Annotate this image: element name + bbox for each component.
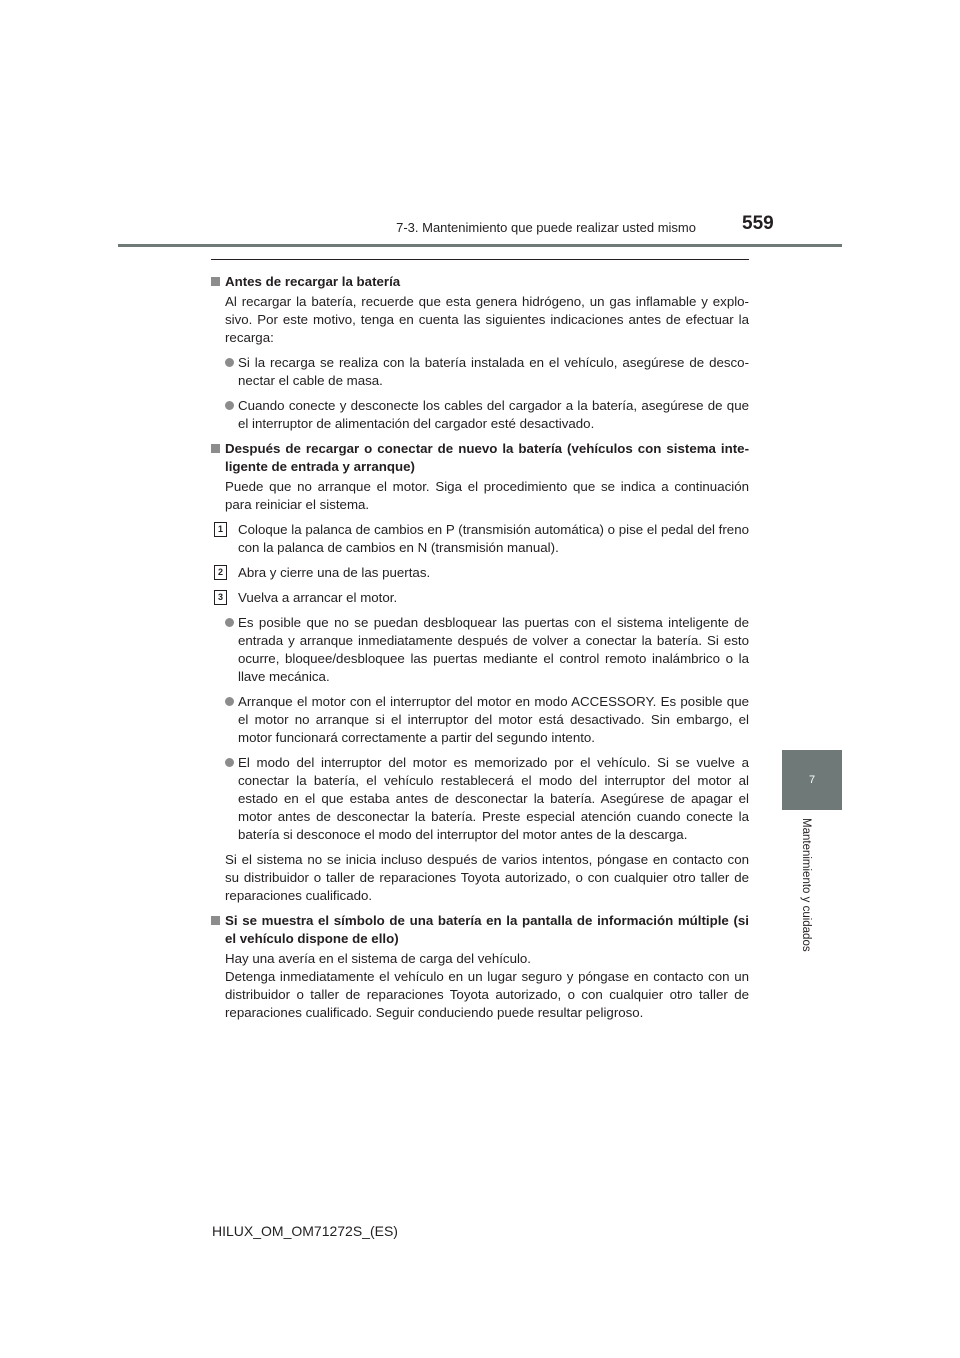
round-bullet-icon — [225, 618, 234, 627]
step-item — [211, 564, 749, 582]
round-bullet-icon — [225, 758, 234, 767]
page-number: 559 — [742, 213, 774, 234]
step-text: Vuelva a arrancar el motor. — [238, 590, 398, 605]
header-section-title: 7-3. Mantenimiento que puede realizar usted mismo — [396, 220, 696, 235]
list-item-text: Cuando conecte y desconecte los cables del cargador a la batería, asegúrese de que el interruptor de alimentación del cargador esté desactivado. — [238, 398, 749, 431]
step-number-badge: 3 — [214, 590, 227, 605]
page-content — [211, 267, 749, 1022]
section-heading — [211, 273, 749, 291]
round-bullet-icon — [225, 697, 234, 706]
square-bullet-icon — [211, 277, 220, 286]
list-item — [211, 614, 749, 686]
list-item — [211, 397, 749, 433]
paragraph: Puede que no arranque el motor. Siga el procedimiento que se indica a continuación para reiniciar el sistema. — [225, 479, 749, 512]
chapter-number: 7 — [808, 774, 816, 786]
chapter-side-label: Mantenimiento y cuidados — [800, 818, 812, 952]
paragraph: Detenga inmediatamente el vehículo en un lugar seguro y póngase en contacto con un distribuidor o taller de reparaciones Toyota autorizado, o con cualquier otro taller de reparaciones cualificado. Seguir conduciendo puede resultar peligroso. — [225, 969, 749, 1020]
step-item — [211, 521, 749, 557]
footer-document-code: HILUX_OM_OM71272S_(ES) — [212, 1223, 398, 1239]
list-item — [211, 354, 749, 390]
section-heading — [211, 440, 749, 476]
paragraph: Si el sistema no se inicia incluso después de varios intentos, póngase en contacto con su distribuidor o taller de reparaciones Toyota autorizado, o con cualquier otro taller de reparaciones cualificado. — [225, 852, 749, 903]
section-heading-text: Antes de recargar la batería — [225, 274, 401, 289]
list-item — [211, 754, 749, 844]
step-text: Coloque la palanca de cambios en P (transmisión automática) o pise el pedal del freno con la palanca de cambios en N (transmisión manual). — [238, 522, 749, 555]
chapter-tab — [782, 750, 842, 810]
list-item-text: Arranque el motor con el interruptor del motor en modo ACCESSORY. Es posible que el motor no arranque si el interruptor del motor está desactivado. Sin embargo, el motor funcionará correctamente a partir del segundo intento. — [238, 694, 749, 745]
paragraph: Al recargar la batería, recuerde que esta genera hidrógeno, un gas inflamable y explo-sivo. Por este motivo, tenga en cuenta las siguientes indicaciones antes de efectuar la recarga: — [225, 294, 749, 345]
list-item — [211, 693, 749, 747]
step-text: Abra y cierre una de las puertas. — [238, 565, 431, 580]
section-heading — [211, 912, 749, 948]
step-item — [211, 589, 749, 607]
round-bullet-icon — [225, 401, 234, 410]
square-bullet-icon — [211, 916, 220, 925]
list-item-text: Si la recarga se realiza con la batería instalada en el vehículo, asegúrese de desco-nectar el cable de masa. — [238, 355, 749, 388]
content-rule — [211, 259, 749, 260]
step-number-badge: 1 — [214, 522, 227, 537]
section-heading-text: Si se muestra el símbolo de una batería en la pantalla de información múltiple (si el vehículo dispone de ello) — [225, 913, 749, 946]
list-item-text: Es posible que no se puedan desbloquear las puertas con el sistema inteligente de entrada y arranque inmediatamente después de volver a conectar la batería. Si esto ocurre, bloquee/desbloquee las puertas mediante el control remoto inalámbrico o la llave mecánica. — [238, 615, 749, 684]
section-heading-text: Después de recargar o conectar de nuevo la batería (vehículos con sistema inte-ligente de entrada y arranque) — [225, 441, 749, 474]
header-rule — [118, 244, 842, 247]
paragraph: Hay una avería en el sistema de carga del vehículo. — [225, 951, 532, 966]
square-bullet-icon — [211, 444, 220, 453]
list-item-text: El modo del interruptor del motor es memorizado por el vehículo. Si se vuelve a conectar la batería, el vehículo restablecerá el modo del interruptor del motor al estado en el que estaba antes de desconectar la batería. Asegúrese de apagar el motor antes de desconectar la batería. Preste especial atención cuando conecte la batería si desconoce el modo del interruptor del motor antes de la descarga. — [238, 755, 749, 842]
step-number-badge: 2 — [214, 565, 227, 580]
round-bullet-icon — [225, 358, 234, 367]
